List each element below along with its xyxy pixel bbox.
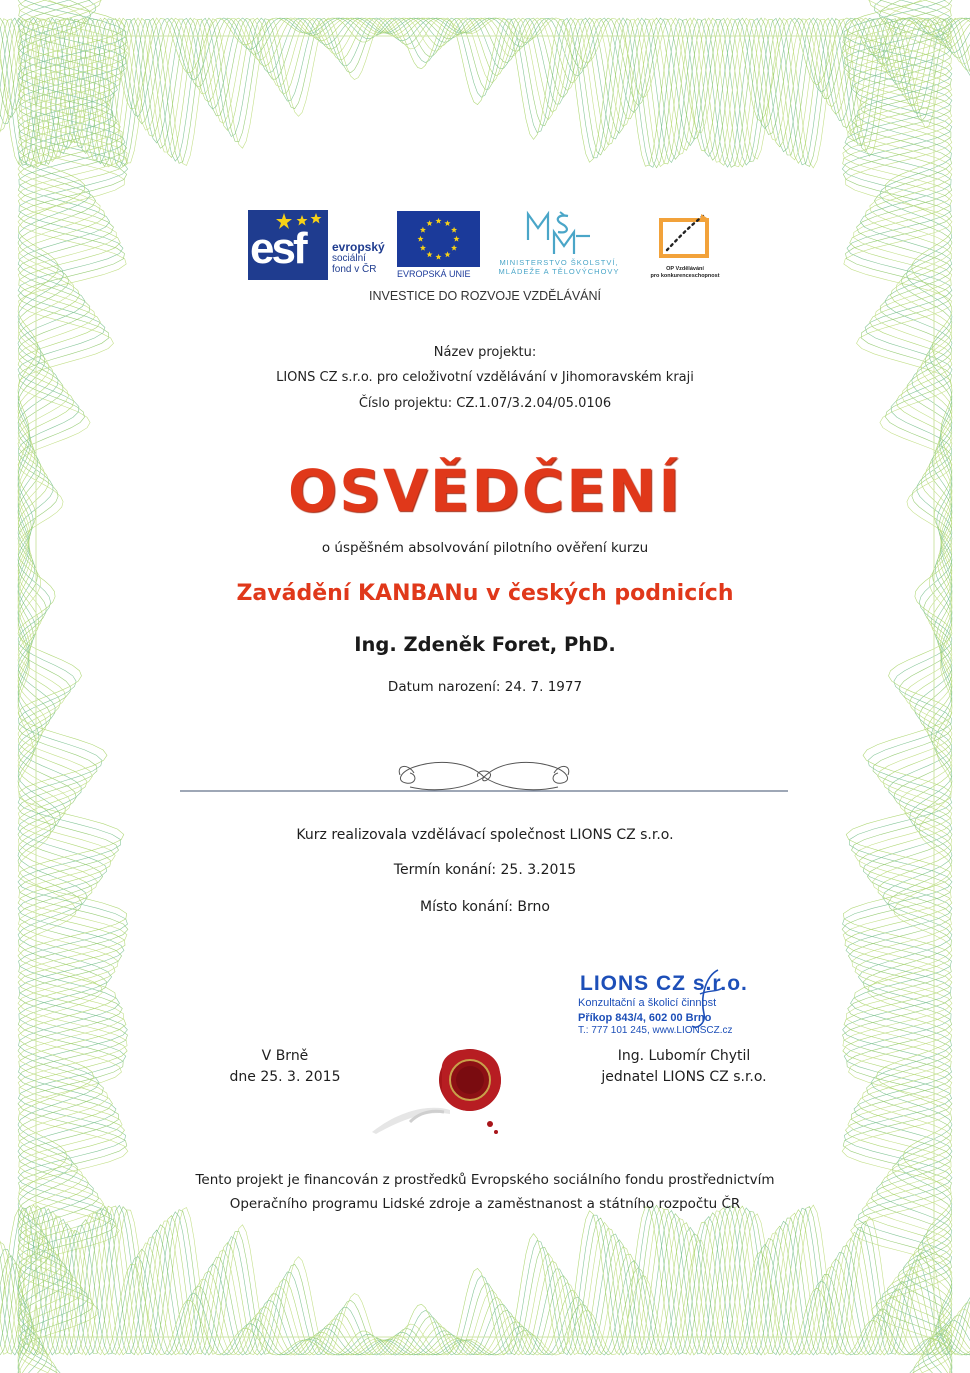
course-date: Termín konání: 25. 3.2015: [393, 862, 577, 878]
course-name: Zavádění KANBANu v českých podnicích: [236, 581, 734, 606]
signature-mark: [688, 966, 728, 1036]
ornament-divider: [178, 755, 790, 803]
sign-date: dne 25. 3. 2015: [229, 1069, 341, 1085]
tagline: INVESTICE DO ROZVOJE VZDĚLÁVÁNÍ: [369, 289, 601, 303]
op-line-1: OP Vzdělávání: [666, 266, 704, 272]
msmt-line-2: MLÁDEŽE A TĚLOVÝCHOVY: [498, 267, 620, 276]
stamp-line-1: Konzultační a školicí činnost: [578, 997, 717, 1009]
stamp-line-2: Příkop 843/4, 602 00 Brno: [578, 1012, 712, 1024]
birth-date: Datum narození: 24. 7. 1977: [387, 679, 583, 695]
project-number: Číslo projektu: CZ.1.07/3.2.04/05.0106: [358, 396, 612, 411]
signature-place-date: [200, 1046, 370, 1088]
project-name-label: Název projektu:: [433, 345, 537, 360]
company-stamp: [578, 970, 763, 1040]
footer-line-2: Operačního programu Lidské zdroje a zaměstnanost a státního rozpočtu ČR: [229, 1196, 741, 1212]
signer-name: Ing. Lubomír Chytil: [617, 1048, 751, 1064]
eu-logo: [397, 211, 482, 281]
msmt-mark-icon: [524, 210, 594, 258]
msmt-line-1: MINISTERSTVO ŠKOLSTVÍ,: [499, 258, 619, 267]
msmt-logo: [488, 210, 630, 280]
esf-line-2: sociální: [332, 253, 366, 264]
esf-logo: [248, 210, 391, 280]
course-place: Místo konání: Brno: [420, 899, 550, 915]
sign-place: V Brně: [261, 1048, 309, 1064]
course-provider: Kurz realizovala vzdělávací společnost LIONS CZ s.r.o.: [296, 827, 674, 843]
op-logo: [630, 212, 740, 282]
wax-seal-icon: [370, 1040, 550, 1150]
stamp-line-3: T.: 777 101 245, www.LIONSCZ.cz: [578, 1025, 733, 1036]
op-line-2: pro konkurenceschopnost: [650, 273, 720, 279]
certificate-subtitle: o úspěšném absolvování pilotního ověření kurzu: [321, 540, 649, 556]
signer: [586, 1046, 782, 1088]
stamp-company: LIONS CZ s.r.o.: [580, 972, 748, 995]
project-name: LIONS CZ s.r.o. pro celoživotní vzdělávání v Jihomoravském kraji: [276, 370, 694, 385]
esf-line-3: fond v ČR: [332, 264, 377, 275]
person-name: Ing. Zdeněk Foret, PhD.: [354, 633, 616, 656]
esf-letters: esf: [250, 224, 305, 273]
eu-label: EVROPSKÁ UNIE: [397, 269, 471, 279]
eu-stars-icon: [397, 211, 480, 267]
esf-line-1: evropský: [332, 240, 385, 254]
signer-role: jednatel LIONS CZ s.r.o.: [601, 1069, 767, 1085]
certificate-title: OSVĚDČENÍ: [287, 457, 683, 525]
footer-line-1: Tento projekt je financován z prostředků Evropského sociálního fondu prostřednictvím: [195, 1172, 775, 1188]
footer-note: [0, 1168, 970, 1216]
op-mark-icon: [657, 212, 713, 262]
